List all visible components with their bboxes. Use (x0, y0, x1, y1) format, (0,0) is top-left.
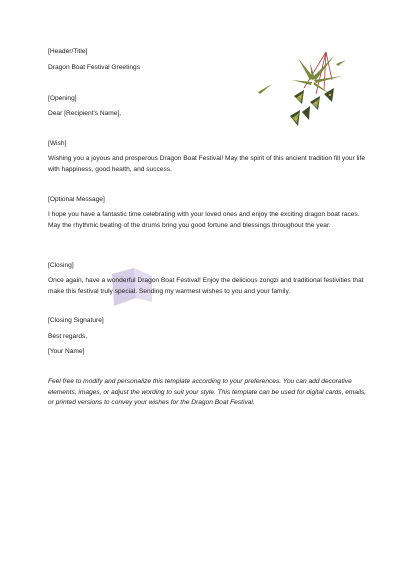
sender-name: [Your Name] (48, 348, 85, 355)
document-title: Dragon Boat Festival Greetings (48, 64, 140, 71)
zongzi-bamboo-leaves-icon (254, 50, 346, 130)
closing-signature-label: [Closing Signature] (48, 317, 104, 324)
optional-message-paragraph: I hope you have a fantastic time celebrating with your loved ones and enjoy the exciting dragon boat races. May the rhythmic beating of the drums bring you good fortune and blessings throughout the year. (48, 211, 360, 229)
header-label: [Header/Title] (48, 48, 88, 55)
opening-label: [Opening] (48, 95, 77, 102)
wish-label: [Wish] (48, 140, 67, 147)
signoff: Best regards, (48, 333, 88, 340)
footer-note: Feel free to modify and personalize this template according to your preferences. You can add decorative elements, images, or adjust the wording to suit your style. This template can be used for digital cards, emails, or printed versions to convey your wishes for the Dragon Boat Festival. (48, 378, 367, 406)
wish-paragraph: Wishing you a joyous and prosperous Dragon Boat Festival! May the spirit of this ancient tradition fill your life with happiness, good health, and success. (48, 155, 366, 173)
optional-message-label: [Optional Message] (48, 196, 105, 203)
salutation: Dear [Recipient's Name], (48, 110, 122, 117)
closing-paragraph: Once again, have a wonderful Dragon Boat Festival! Enjoy the delicious zongzi and traditional festivities that make this festival truly special. Sending my warmest wishes to you and your family. (48, 277, 364, 295)
closing-label: [Closing] (48, 262, 74, 269)
